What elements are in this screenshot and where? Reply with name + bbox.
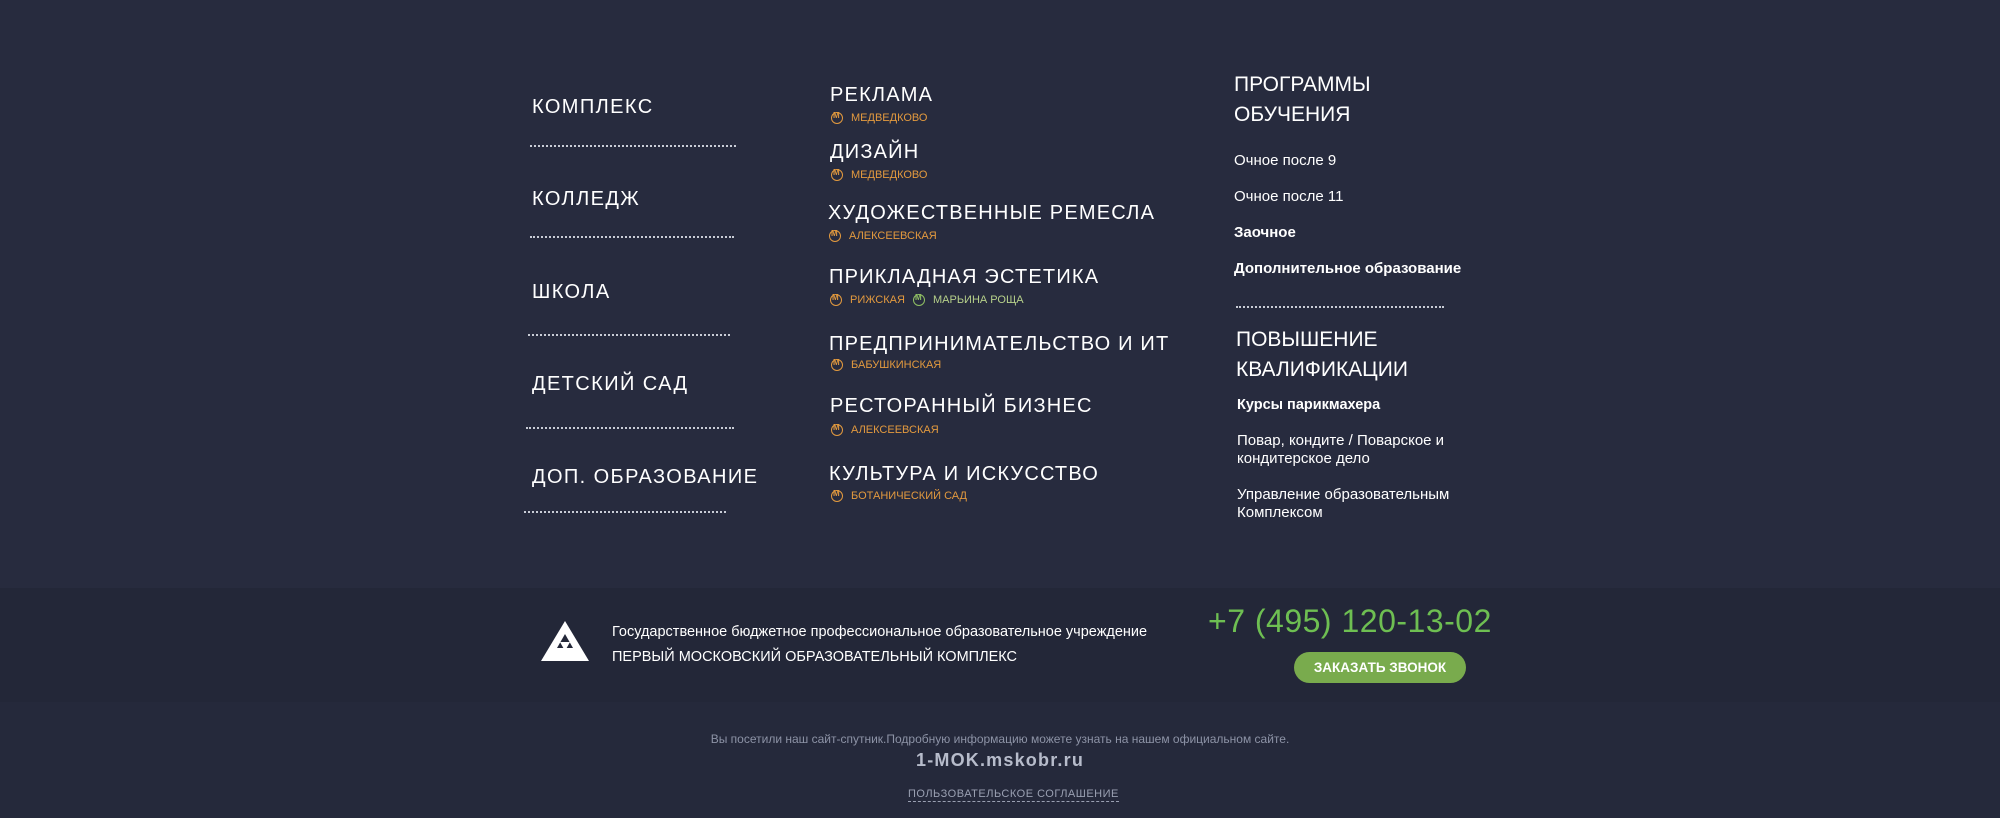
programs-heading-line2: ОБУЧЕНИЯ bbox=[1234, 103, 1351, 126]
program-link-extramural[interactable]: Заочное bbox=[1234, 224, 1296, 241]
divider bbox=[530, 145, 736, 147]
metro-icon bbox=[831, 112, 843, 124]
organization-name: ПЕРВЫЙ МОСКОВСКИЙ ОБРАЗОВАТЕЛЬНЫЙ КОМПЛЕКС bbox=[612, 649, 1018, 665]
metro-icon bbox=[829, 230, 841, 242]
course-link-cook[interactable] bbox=[1237, 432, 1444, 468]
metro-station-label: БОТАНИЧЕСКИЙ САД bbox=[851, 490, 967, 502]
programs-heading bbox=[1234, 70, 1494, 130]
qualification-heading-line1: ПОВЫШЕНИЕ bbox=[1236, 328, 1378, 351]
direction-business-it[interactable]: ПРЕДПРИНИМАТЕЛЬСТВО И ИТ bbox=[829, 333, 1170, 355]
official-site-link[interactable]: 1-MOK.mskobr.ru bbox=[915, 750, 1085, 770]
program-link-after-11[interactable]: Очное после 11 bbox=[1234, 188, 1344, 205]
metro-station bbox=[830, 294, 905, 306]
direction-art-crafts[interactable]: ХУДОЖЕСТВЕННЫЕ РЕМЕСЛА bbox=[828, 202, 1156, 224]
metro-station-label: АЛЕКСЕЕВСКАЯ bbox=[851, 424, 939, 436]
program-link-after-9[interactable]: Очное после 9 bbox=[1234, 152, 1337, 169]
metro-station-label: БАБУШКИНСКАЯ bbox=[851, 359, 942, 371]
metro-station bbox=[831, 112, 927, 124]
metro-icon bbox=[913, 294, 925, 306]
metro-station-label: МЕДВЕДКОВО bbox=[851, 169, 928, 181]
qualification-heading-line2: КВАЛИФИКАЦИИ bbox=[1236, 358, 1408, 381]
triangle-logo-icon bbox=[540, 620, 590, 662]
metro-icon bbox=[831, 424, 843, 436]
nav-item-additional-education[interactable]: ДОП. ОБРАЗОВАНИЕ bbox=[532, 466, 759, 488]
metro-station bbox=[831, 169, 927, 181]
metro-station-label: РИЖСКАЯ bbox=[850, 294, 905, 306]
metro-station bbox=[913, 294, 1024, 306]
direction-applied-aesthetics[interactable]: ПРИКЛАДНАЯ ЭСТЕТИКА bbox=[829, 266, 1100, 288]
nav-item-school[interactable]: ШКОЛА bbox=[532, 281, 611, 303]
qualification-heading bbox=[1236, 325, 1496, 385]
organization-description: Государственное бюджетное профессиональное образовательное учреждение bbox=[612, 624, 1148, 640]
phone-number[interactable]: +7 (495) 120-13-02 bbox=[1208, 603, 1492, 639]
programs-heading-line1: ПРОГРАММЫ bbox=[1234, 73, 1371, 96]
metro-station bbox=[831, 490, 967, 502]
course-link-label: Курсы парикмахера bbox=[1237, 397, 1381, 413]
nav-item-complex[interactable]: КОМПЛЕКС bbox=[532, 96, 654, 118]
metro-station-label: МЕДВЕДКОВО bbox=[851, 112, 928, 124]
direction-advertising[interactable]: РЕКЛАМА bbox=[830, 84, 934, 106]
metro-station-label: МАРЬИНА РОЩА bbox=[933, 294, 1024, 306]
visited-notice: Вы посетили наш сайт-спутник.Подробную информацию можете узнать на нашем официальном сайте. bbox=[710, 732, 1290, 746]
metro-station bbox=[831, 359, 941, 371]
user-agreement-link[interactable]: ПОЛЬЗОВАТЕЛЬСКОЕ СОГЛАШЕНИЕ bbox=[908, 788, 1119, 800]
program-link-additional[interactable]: Дополнительное образование bbox=[1234, 260, 1462, 277]
direction-design[interactable]: ДИЗАЙН bbox=[830, 141, 920, 163]
metro-station bbox=[829, 230, 937, 242]
divider bbox=[524, 511, 726, 513]
order-callback-button[interactable]: ЗАКАЗАТЬ ЗВОНОК bbox=[1294, 652, 1466, 683]
direction-restaurant-business[interactable]: РЕСТОРАННЫЙ БИЗНЕС bbox=[830, 395, 1093, 417]
direction-culture-art[interactable]: КУЛЬТУРА И ИСКУССТВО bbox=[829, 463, 1099, 485]
course-link-label: Повар, кондите / Поварское и bbox=[1237, 432, 1445, 449]
metro-icon bbox=[830, 294, 842, 306]
divider bbox=[528, 334, 730, 336]
course-link-management[interactable] bbox=[1237, 486, 1449, 522]
course-link-hairdresser[interactable] bbox=[1237, 396, 1380, 414]
divider bbox=[526, 427, 734, 429]
nav-item-kindergarten[interactable]: ДЕТСКИЙ САД bbox=[532, 373, 689, 395]
course-link-label: Управление образовательным bbox=[1237, 486, 1450, 503]
metro-icon bbox=[831, 169, 843, 181]
metro-station-label: АЛЕКСЕЕВСКАЯ bbox=[849, 230, 937, 242]
divider bbox=[530, 236, 734, 238]
metro-station bbox=[831, 424, 939, 436]
course-link-label: Комплексом bbox=[1237, 504, 1323, 521]
divider bbox=[1236, 306, 1444, 308]
metro-icon bbox=[831, 490, 843, 502]
metro-icon bbox=[831, 359, 843, 371]
footer-contact-band bbox=[0, 588, 2000, 702]
course-link-label: кондитерское дело bbox=[1237, 450, 1370, 467]
nav-item-college[interactable]: КОЛЛЕДЖ bbox=[532, 188, 641, 210]
